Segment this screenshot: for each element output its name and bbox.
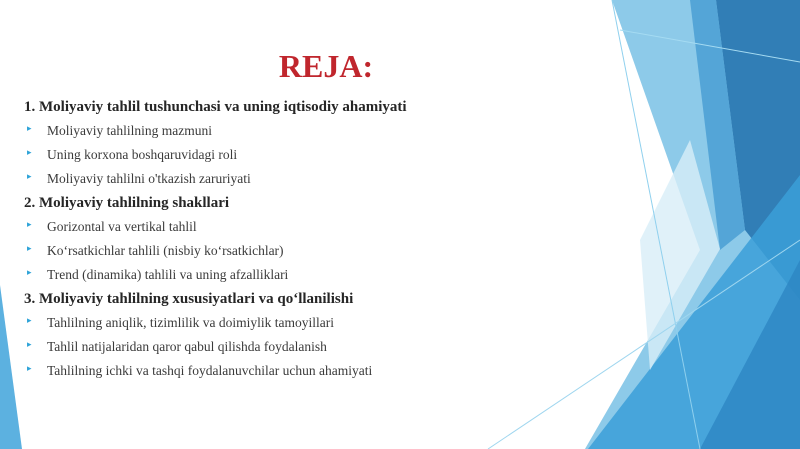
section-heading: 2. Moliyaviy tahlilning shakllari: [24, 195, 230, 211]
list-item-text: Tahlilning aniqlik, tizimlilik va doimiylik tamoyillari: [47, 315, 335, 330]
triangle-bullet-icon: ▸: [27, 267, 32, 277]
list-item-text: Moliyaviy tahlilni o'tkazish zaruriyati: [47, 171, 251, 186]
list-item-text: Ko‘rsatkichlar tahlili (nisbiy ko‘rsatkichlar): [47, 243, 284, 258]
triangle-bullet-icon: ▸: [27, 171, 32, 181]
triangle-bullet-icon: ▸: [27, 219, 32, 229]
triangle-bullet-icon: ▸: [27, 363, 32, 373]
list-item: [24, 263, 584, 287]
list-item: [24, 359, 584, 383]
triangle-bullet-icon: ▸: [27, 147, 32, 157]
list-item: [24, 215, 584, 239]
list-item-text: Gorizontal va vertikal tahlil: [47, 219, 197, 234]
section-heading: 3. Moliyaviy tahlilning xususiyatlari va qo‘llanilishi: [24, 291, 354, 307]
triangle-bullet-icon: ▸: [27, 315, 32, 325]
section-heading: 1. Moliyaviy tahlil tushunchasi va uning iqtisodiy ahamiyati: [24, 99, 407, 115]
list-item-text: Tahlilning ichki va tashqi foydalanuvchilar uchun ahamiyati: [47, 363, 373, 378]
slide-outline: [24, 95, 584, 383]
list-item: [24, 335, 584, 359]
section-items: [24, 311, 584, 383]
list-item-text: Trend (dinamika) tahlili va uning afzalliklari: [47, 267, 289, 282]
outline-section-2: [24, 191, 584, 287]
list-item: [24, 311, 584, 335]
section-items: [24, 215, 584, 287]
triangle-bullet-icon: ▸: [27, 339, 32, 349]
section-items: [24, 119, 584, 191]
list-item-text: Uning korxona boshqaruvidagi roli: [47, 147, 238, 162]
bg-shape-left-sliver: [0, 285, 22, 449]
list-item: [24, 143, 584, 167]
outline-section-3: [24, 287, 584, 383]
outline-section-1: [24, 95, 584, 191]
list-item: [24, 167, 584, 191]
list-item: [24, 239, 584, 263]
list-item-text: Moliyaviy tahlilning mazmuni: [47, 123, 212, 138]
list-item: [24, 119, 584, 143]
triangle-bullet-icon: ▸: [27, 243, 32, 253]
slide-title: REJA:: [278, 48, 374, 84]
triangle-bullet-icon: ▸: [27, 123, 32, 133]
list-item-text: Tahlil natijalaridan qaror qabul qilishda foydalanish: [47, 339, 327, 354]
